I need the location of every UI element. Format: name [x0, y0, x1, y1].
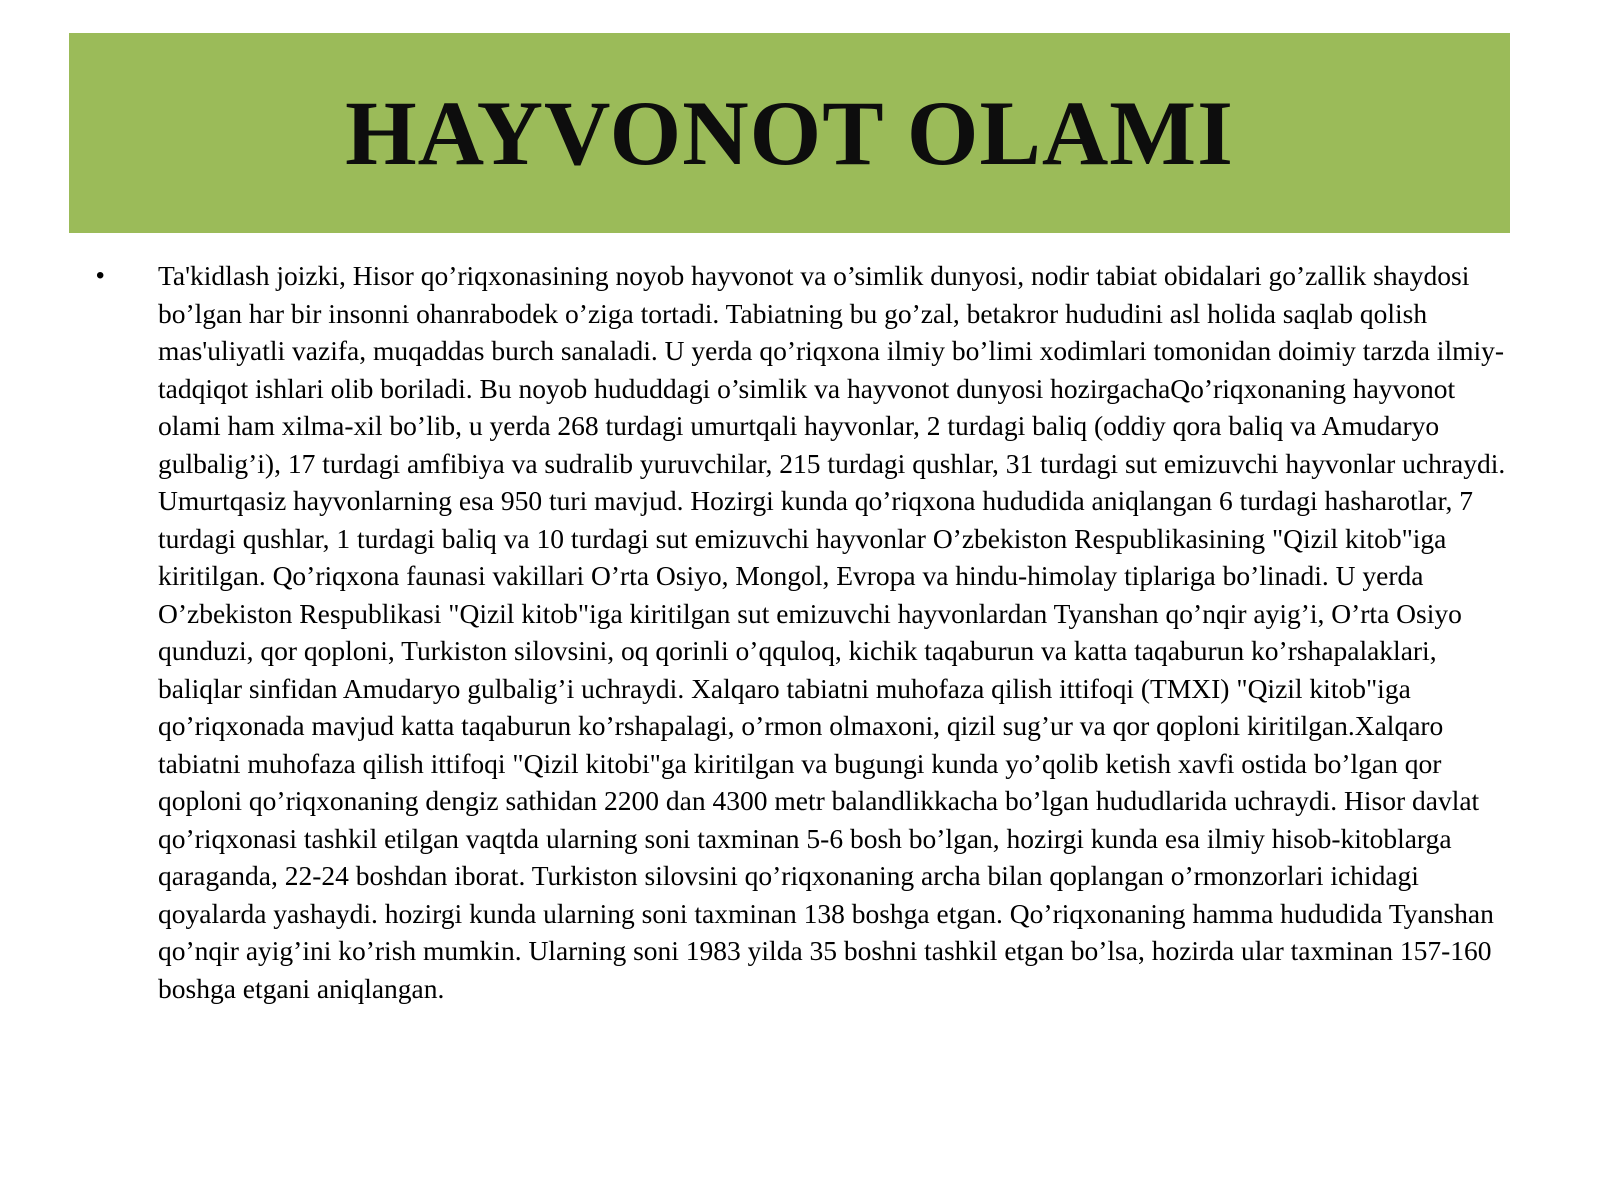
bullet-icon: • — [96, 262, 105, 289]
title-banner — [69, 33, 1510, 233]
bullet-item — [96, 257, 1516, 1007]
content-area — [96, 257, 1516, 1007]
slide-title: HAYVONOT OLAMI — [345, 82, 1234, 184]
body-paragraph: Ta'kidlash joizki, Hisor qo’riqxonasining noyob hayvonot va o’simlik dunyosi, nodir tabiat obidalari go’zallik shaydosi bo’lgan har bir insonni ohanrabodek o’ziga tortadi. Tabiatning bu go’zal, betakror hududini asl holida saqlab qolish mas'uliyatli vazifa, muqaddas burch sanaladi. U yerda qo’riqxona ilmiy bo’limi xodimlari tomonidan doimiy tarzda ilmiy-tadqiqot ishlari olib boriladi. Bu noyob hududdagi o’simlik va hayvonot dunyosi hozirgachaQo’riqxonaning hayvonot olami ham xilma-xil bo’lib, u yerda 268 turdagi umurtqali hayvonlar, 2 turdagi baliq (oddiy qora baliq va Amudaryo gulbalig’i), 17 turdagi amfibiya va sudralib yuruvchilar, 215 turdagi qushlar, 31 turdagi sut emizuvchi hayvonlar uchraydi. Umurtqasiz hayvonlarning esa 950 turi mavjud. Hozirgi kunda qo’riqxona hududida aniqlangan 6 turdagi hasharotlar, 7 turdagi qushlar, 1 turdagi baliq va 10 turdagi sut emizuvchi hayvonlar O’zbekiston Respublikasining "Qizil kitob"iga kiritilgan. Qo’riqxona faunasi vakillari O’rta Osiyo, Mongol, Evropa va hindu-himolay tiplariga bo’linadi. U yerda O’zbekiston Respublikasi "Qizil kitob"iga kiritilgan sut emizuvchi hayvonlardan Tyanshan qo’nqir ayig’i, O’rta Osiyo qunduzi, qor qoploni, Turkiston silovsini, oq qorinli o’qquloq, kichik taqaburun va katta taqaburun ko’rshapalaklari, baliqlar sinfidan Amudaryo gulbalig’i uchraydi. Xalqaro tabiatni muhofaza qilish ittifoqi (TMXI) "Qizil kitob"iga qo’riqxonada mavjud katta taqaburun ko’rshapalagi, o’rmon olmaxoni, qizil sug’ur va qor qoploni kiritilgan.Xalqaro tabiatni muhofaza qilish ittifoqi "Qizil kitobi"ga kiritilgan va bugungi kunda yo’qolib ketish xavfi ostida bo’lgan qor qoploni qo’riqxonaning dengiz sathidan 2200 dan 4300 metr balandlikkacha bo’lgan hududlarida uchraydi. Hisor davlat qo’riqxonasi tashkil etilgan vaqtda ularning soni taxminan 5-6 bosh bo’lgan, hozirgi kunda esa ilmiy hisob-kitoblarga qaraganda, 22-24 boshdan iborat. Turkiston silovsini qo’riqxonaning archa bilan qoplangan o’rmonzorlari ichidagi qoyalarda yashaydi. hozirgi kunda ularning soni taxminan 138 boshga etgan. Qo’riqxonaning hamma hududida Tyanshan qo’nqir ayig’ini ko’rish mumkin. Ularning soni 1983 yilda 35 boshni tashkil etgan bo’lsa, hozirda ular taxminan 157-160 boshga etgani aniqlangan. — [158, 260, 1506, 1004]
